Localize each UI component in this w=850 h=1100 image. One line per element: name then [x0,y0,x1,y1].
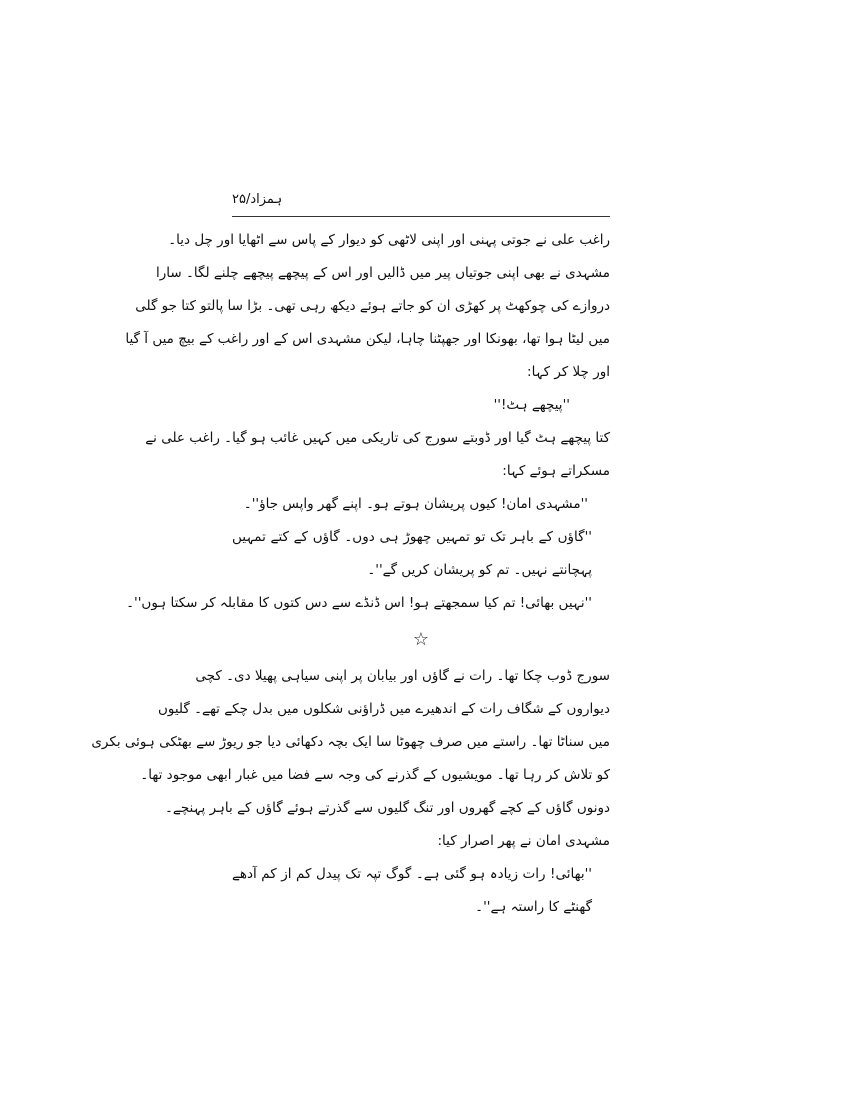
dialogue-line: ''گاؤں کے باہر تک تو تمہیں چھوڑ ہی دوں۔ گاؤں کے کتے تمہیں [232,529,592,545]
dialogue-line: ''نہیں بھائی! تم کیا سمجھتے ہو! اس ڈنڈے سے دس کتوں کا مقابلہ کر سکتا ہوں''۔ [126,595,592,611]
text-line: دیواروں کے شگاف رات کے اندھیرے میں ڈراؤنی شکلوں میں بدل چکے تھے۔ گلیوں [157,701,610,717]
text-line: کتا پیچھے ہٹ گیا اور ڈوبتے سورج کی تاریکی میں کہیں غائب ہو گیا۔ راغب علی نے [145,430,610,446]
text-line: مسکراتے ہوئے کہا: [502,463,610,479]
dialogue-line: گھنٹے کا راستہ ہے''۔ [475,899,592,915]
text-line: مشہدی امان نے پھر اصرار کیا: [437,833,610,849]
text-line: اور چلا کر کہا: [527,364,610,380]
dialogue-line: ''پیچھے ہٹ!'' [493,397,570,413]
dialogue-line: ''بھائی! رات زیادہ ہو گئی ہے۔ گوگ تپہ تک پیدل کم از کم آدھے [232,866,592,882]
text-line: راغب علی نے جوتی پہنی اور اپنی لاٹھی کو دیوار کے پاس سے اٹھایا اور چل دیا۔ [168,232,610,248]
text-line: دونوں گاؤں کے کچے گھروں اور تنگ گلیوں سے گذرتے ہوئے گاؤں کے باہر پہنچے۔ [165,800,610,816]
page-header [232,188,610,217]
section-separator-star-icon: ☆ [412,629,430,650]
text-line: میں سناٹا تھا۔ راستے میں صرف چھوٹا سا ایک بچہ دکھائی دیا جو ریوڑ سے بھٹکی ہوئی بکری [91,734,610,750]
dialogue-line: ''مشہدی امان! کیوں پریشان ہوتے ہو۔ اپنے گھر واپس جاؤ''۔ [243,496,588,512]
text-line: میں لیٹا ہوا تھا، بھونکا اور جھپٹنا چاہا، لیکن مشہدی اس کے اور راغب کے بیچ میں آ گیا [125,331,610,347]
text-line: کو تلاش کر رہا تھا۔ مویشیوں کے گذرنے کی وجہ سے فضا میں غبار ابھی موجود تھا۔ [140,767,610,783]
text-line: سورج ڈوب چکا تھا۔ رات نے گاؤں اور بیابان پر اپنی سیاہی پھیلا دی۔ کچی [195,668,610,684]
text-line: دروازے کی چوکھٹ پر کھڑی ان کو جاتے ہوئے دیکھ رہی تھی۔ بڑا سا پالتو کتا جو گلی [135,298,610,314]
running-head-page-number: ہمزاد/۲۵ [232,192,283,207]
dialogue-line: پہچانتے نہیں۔ تم کو پریشان کریں گے''۔ [367,562,592,578]
body-text [91,224,610,924]
text-line: مشہدی نے بھی اپنی جوتیاں پیر میں ڈالیں اور اس کے پیچھے پیچھے چلنے لگا۔ سارا [155,265,610,281]
